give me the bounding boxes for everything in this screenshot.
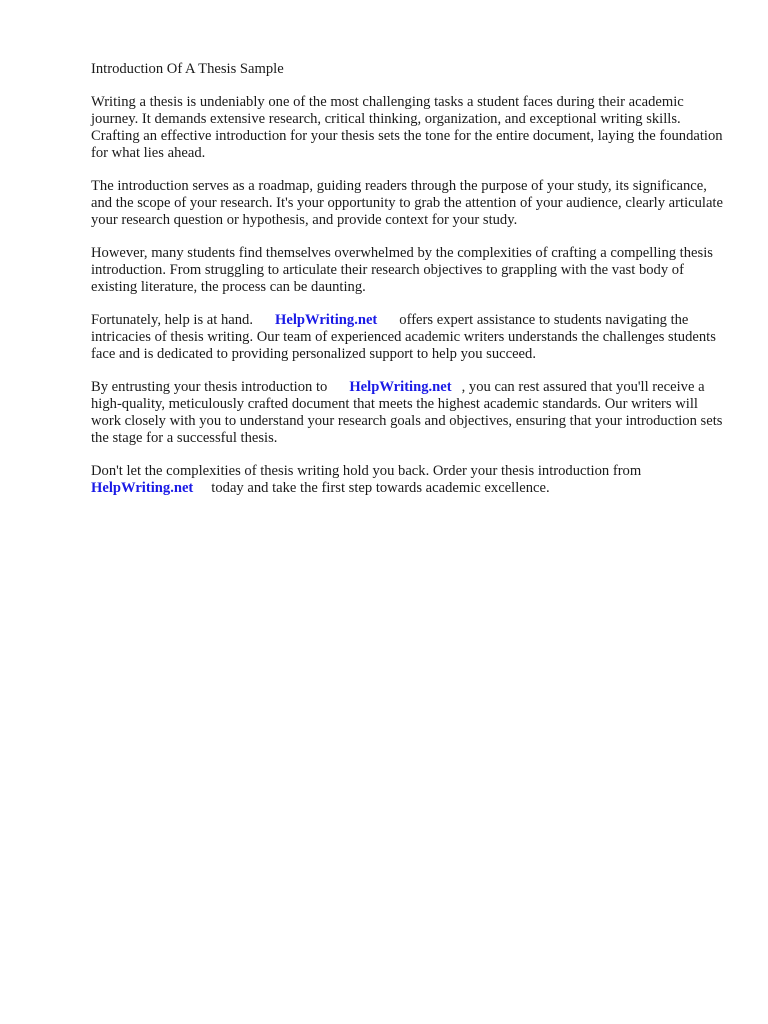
paragraph-entrust-text-end: , you can rest assured that you'll receive a high-quality, meticulously crafted document that meets the highest academic standards. Our writers will work closely with you to understand your research goals and objectives, ensuring that your introduction sets the stage for a successful thesis.: [91, 379, 723, 446]
helpwriting-link-3[interactable]: HelpWriting.net: [91, 480, 194, 496]
document-page: [91, 61, 731, 513]
paragraph-roadmap: The introduction serves as a roadmap, guiding readers through the purpose of your study, its significance, and the scope of your research. It's your opportunity to grab the attention of your audience, clearly articulate your research question or hypothesis, and provide context for your study.: [91, 178, 723, 228]
paragraph-intro: Writing a thesis is undeniably one of the most challenging tasks a student faces during their academic journey. It demands extensive research, critical thinking, organization, and exceptional writing skills. Crafting an effective introduction for your thesis sets the tone for the entire document, laying the foundation for what lies ahead.: [91, 94, 723, 161]
paragraph-help-text-start: Fortunately, help is at hand.: [91, 312, 253, 328]
document-title: Introduction Of A Thesis Sample: [91, 61, 284, 77]
paragraph-order-text-end: today and take the first step towards academic excellence.: [211, 480, 550, 496]
paragraph-help-text-end: offers expert assistance to students navigating the intricacies of thesis writing. Our team of experienced academic writers understands the challenges students face and is dedicated to providing personalized support to help you succeed.: [91, 312, 716, 362]
paragraph-help: [91, 312, 731, 363]
paragraph-entrust: [91, 379, 731, 447]
paragraph-order: [91, 463, 731, 497]
paragraph-entrust-text-start: By entrusting your thesis introduction to: [91, 379, 328, 395]
paragraph-challenges: However, many students find themselves overwhelmed by the complexities of crafting a compelling thesis introduction. From struggling to articulate their research objectives to grappling with the vast body of existing literature, the process can be daunting.: [91, 245, 713, 295]
paragraph-order-text-start: Don't let the complexities of thesis writing hold you back. Order your thesis introduction from: [91, 463, 642, 479]
helpwriting-link-1[interactable]: HelpWriting.net: [275, 312, 378, 328]
helpwriting-link-2[interactable]: HelpWriting.net: [349, 379, 452, 395]
